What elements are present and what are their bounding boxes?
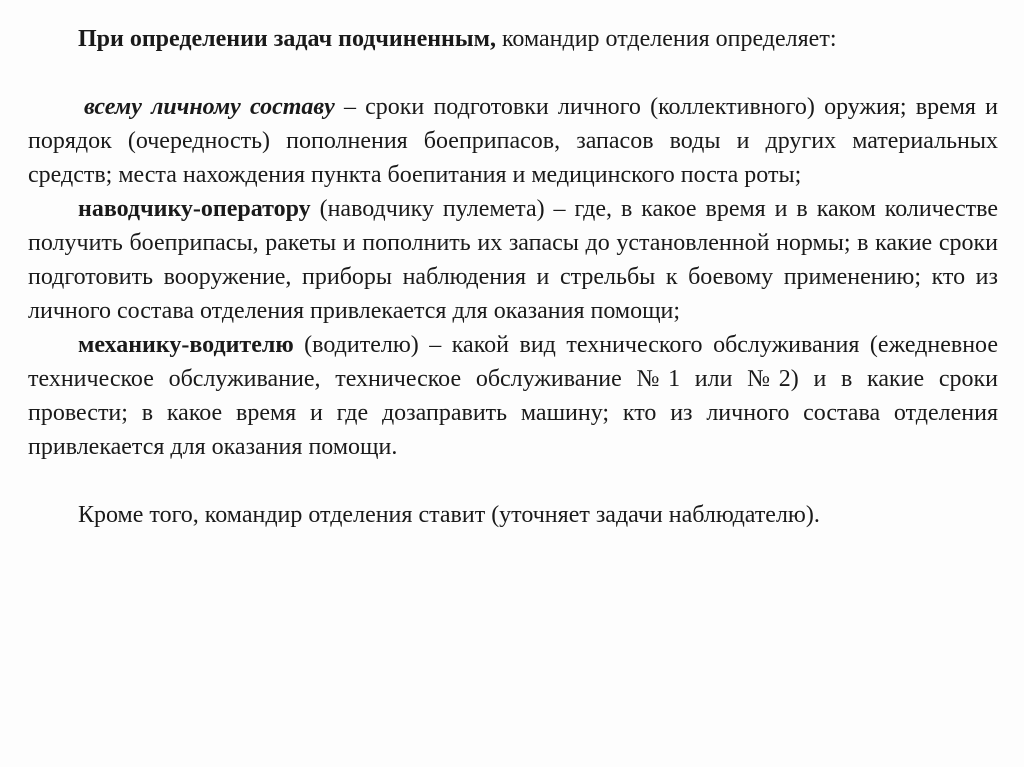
closing-paragraph: Кроме того, командир отделения ставит (уточняет задачи наблюдателю). (78, 502, 820, 528)
intro-bold: При определении задач подчиненным, (78, 26, 496, 52)
item-term-all-personnel: всему личному составу (84, 94, 335, 120)
item-term-driver-mechanic: механику-водителю (78, 332, 294, 358)
item-text-driver-mechanic: (водителю) – какой вид технического обслуживания (ежедневное техническое обслуживание, техническое обслуживание №1 или №2) и в какие сроки провести; в какое время и где дозаправить машину; кто из личного состава отделения привлекается для оказания помощи. (28, 332, 998, 460)
intro-paragraph (28, 22, 998, 56)
item-paragraph-driver-mechanic (28, 328, 998, 464)
item-paragraph-gunner-operator (28, 192, 998, 328)
intro-rest: командир отделения определяет: (495, 26, 837, 52)
slide-content (28, 22, 998, 532)
item-text-all-personnel: – сроки подготовки личного (коллективного) оружия; время и порядок (очередность) пополнения боеприпасов, запасов воды и других материальных средств; места нахождения пункта боепитания и медицинского поста роты; (28, 94, 998, 188)
item-text-gunner-operator: (наводчику пулемета) – где, в какое время и в каком количестве получить боеприпасы, ракеты и пополнить их запасы до установленной нормы; в какие сроки подготовить вооружение, приборы наблюдения и стрельбы к боевому применению; кто из личного состава отделения привлекается для оказания помощи; (28, 196, 998, 324)
item-paragraph-all-personnel (28, 90, 998, 192)
item-term-gunner-operator: наводчику-оператору (78, 196, 311, 222)
